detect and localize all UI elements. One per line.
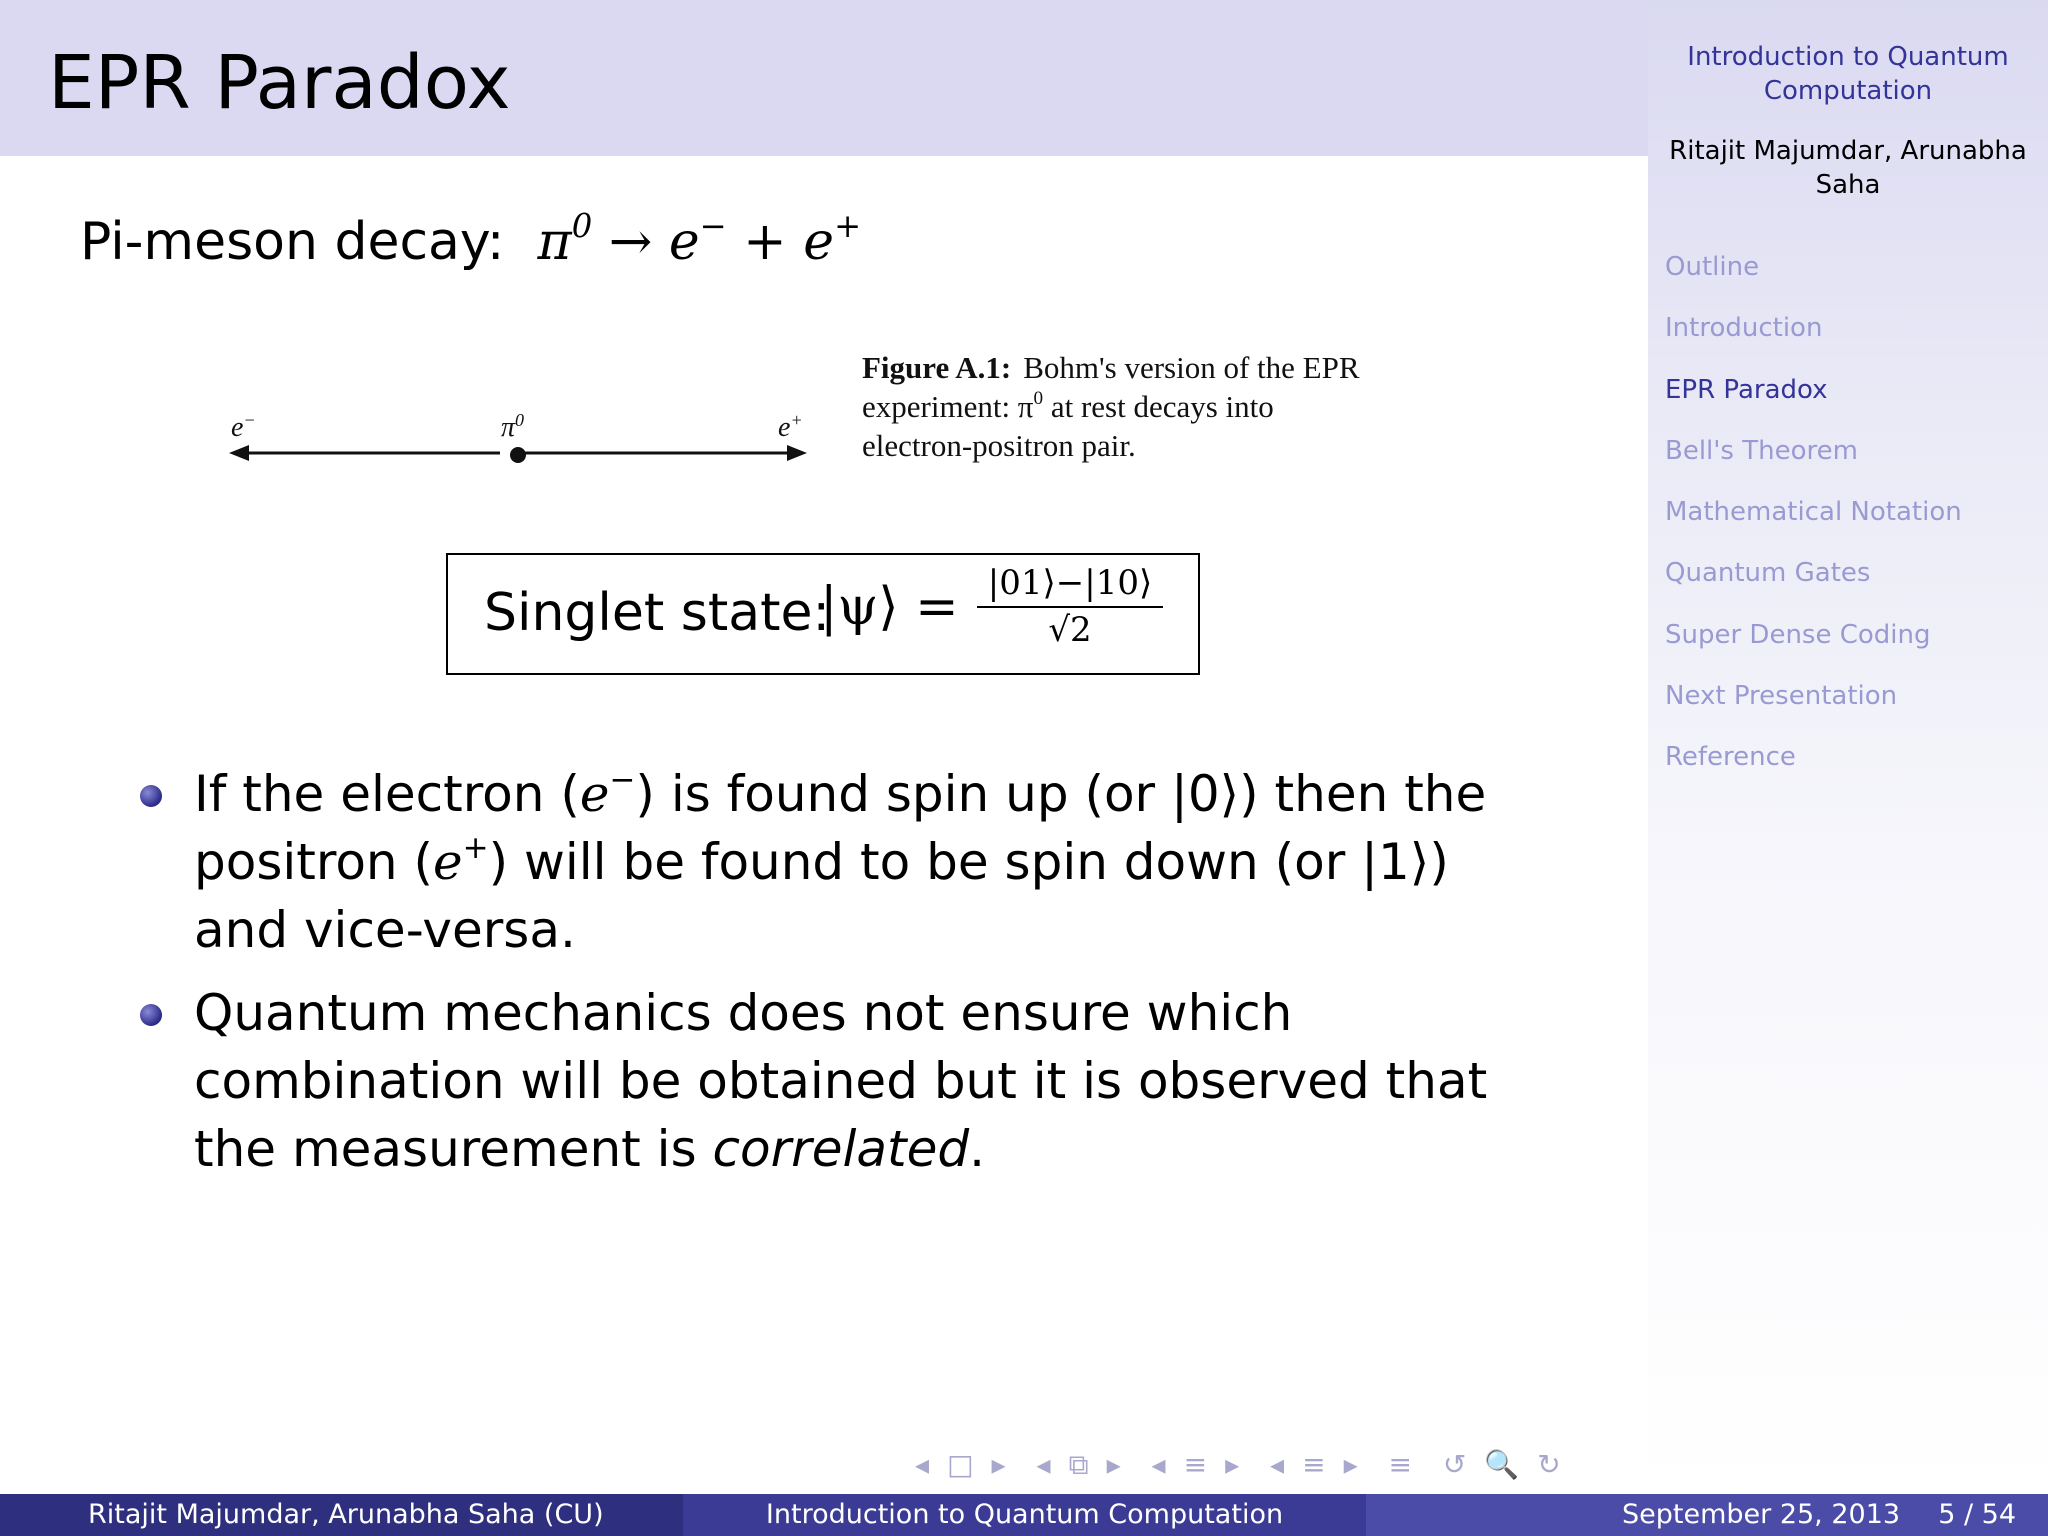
nav-subsection-icon[interactable]: ⧉	[1068, 1448, 1093, 1481]
list-item: If the electron (e−) is found spin up (or |0⟩) then the positron (e+) will be found to be spin down (or |1⟩) and vice-versa.	[140, 760, 1540, 964]
pion-decay-equation	[80, 207, 862, 272]
nav-next-frame-icon[interactable]: ▸	[991, 1448, 1010, 1481]
electron-arrowhead	[229, 445, 249, 461]
sidebar-item-next-presentation[interactable]: Next Presentation	[1665, 681, 1898, 712]
decay-formula: $\pi^0 \to e^- + e^+$	[520, 207, 862, 272]
nav-section-icon[interactable]: ≡	[1183, 1448, 1212, 1481]
singlet-fraction	[977, 563, 1163, 652]
bullet-list	[140, 760, 1540, 1198]
title-bar	[0, 0, 1648, 156]
sidebar-presentation-title[interactable]: Introduction to Quantum Computation	[1687, 42, 2009, 106]
sidebar-item-bells-theorem[interactable]: Bell's Theorem	[1665, 435, 1858, 466]
bullet-icon	[140, 785, 162, 807]
caption-line-1: Bohm's version of the EPR	[1023, 350, 1360, 385]
decay-label: Pi-meson decay:	[80, 212, 505, 272]
epr-figure-diagram	[225, 400, 825, 480]
pion-label: $\pi^0$	[501, 410, 525, 443]
nav-forward-icon[interactable]: ↻	[1537, 1448, 1565, 1481]
pion-point	[510, 447, 526, 463]
caption-line-3: electron-positron pair.	[862, 428, 1136, 463]
positron-label: e+	[778, 410, 803, 443]
sidebar-item-reference[interactable]: Reference	[1665, 742, 1796, 773]
nav-doc-icon[interactable]: ≡	[1302, 1448, 1330, 1481]
footer-date-box	[1366, 1494, 2048, 1536]
footer-title-box	[683, 1494, 1366, 1536]
footer-title: Introduction to Quantum Computation	[765, 1499, 1284, 1530]
beamer-navigation-bar	[915, 1448, 1579, 1482]
singlet-state-box	[446, 553, 1200, 675]
sidebar-item-outline[interactable]: Outline	[1665, 252, 1760, 282]
sidebar-section-list	[1665, 249, 1962, 801]
singlet-denominator: √2	[1048, 610, 1092, 650]
footer-bar	[0, 1494, 2048, 1536]
positron-arrowhead	[787, 445, 807, 461]
caption-line-2b: at rest decays into	[1043, 389, 1274, 424]
singlet-numerator: |01⟩−|10⟩	[977, 563, 1163, 608]
sidebar-item-introduction[interactable]: Introduction	[1665, 313, 1823, 344]
nav-next-subsection-icon[interactable]: ▸	[1106, 1448, 1125, 1481]
slide-title: EPR Paradox	[48, 40, 511, 126]
nav-next-doc-icon[interactable]: ▸	[1343, 1448, 1362, 1481]
nav-prev-section-icon[interactable]: ◂	[1151, 1448, 1170, 1481]
singlet-lhs: |ψ⟩ =	[820, 577, 959, 637]
sidebar-item-super-dense-coding[interactable]: Super Dense Coding	[1665, 619, 1931, 650]
singlet-label: Singlet state:	[484, 583, 831, 643]
figure-caption-label: Figure A.1:	[862, 350, 1012, 385]
footer-page-number: 5 / 54	[1938, 1499, 2016, 1530]
nav-prev-doc-icon[interactable]: ◂	[1270, 1448, 1289, 1481]
nav-back-icon[interactable]: ↺	[1442, 1448, 1471, 1481]
electron-label: e−	[231, 410, 256, 443]
nav-search-icon[interactable]: 🔍	[1484, 1448, 1524, 1481]
footer-date: September 25, 2013	[1622, 1499, 1901, 1530]
figure-caption	[862, 348, 1472, 465]
nav-frame-icon[interactable]: □	[947, 1448, 978, 1481]
bullet-icon	[140, 1004, 162, 1026]
list-item: Quantum mechanics does not ensure which combination will be obtained but it is observed that the measurement is correlated.	[140, 979, 1540, 1183]
caption-line-2a: experiment: π	[862, 389, 1034, 424]
sidebar-item-epr-paradox[interactable]: EPR Paradox	[1665, 374, 1828, 405]
nav-prev-frame-icon[interactable]: ◂	[915, 1448, 934, 1481]
footer-authors: Ritajit Majumdar, Arunabha Saha (CU)	[88, 1499, 604, 1530]
sidebar-item-mathematical-notation[interactable]: Mathematical Notation	[1665, 497, 1962, 528]
sidebar	[1648, 0, 2048, 1494]
sidebar-authors: Ritajit Majumdar, Arunabha Saha	[1669, 136, 2027, 200]
sidebar-item-quantum-gates[interactable]: Quantum Gates	[1665, 558, 1871, 589]
nav-next-section-icon[interactable]: ▸	[1225, 1448, 1244, 1481]
nav-toc-icon[interactable]: ≡	[1388, 1448, 1416, 1481]
footer-authors-box	[0, 1494, 683, 1536]
nav-prev-subsection-icon[interactable]: ◂	[1036, 1448, 1055, 1481]
caption-line-2-sup: 0	[1033, 387, 1044, 409]
